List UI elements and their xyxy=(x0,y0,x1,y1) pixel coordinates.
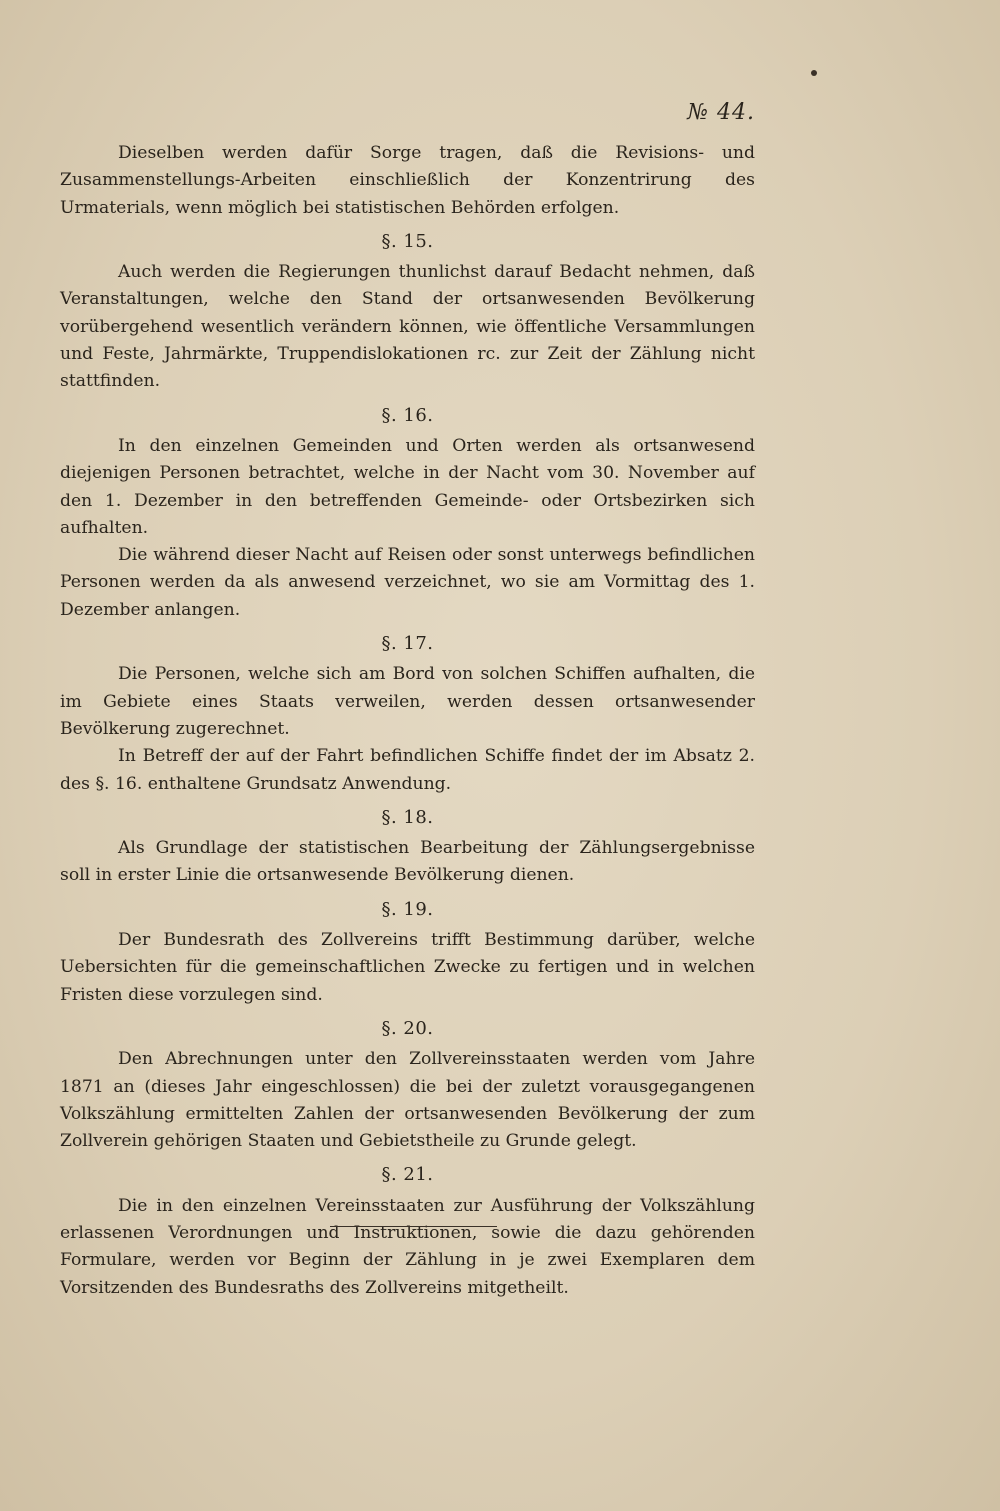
paragraph: Die Personen, welche sich am Bord von solchen Schiffen aufhalten, die im Gebiete eines Staats verweilen, werden dessen ortsanwesender Bevölkerung zugerechnet. xyxy=(60,664,755,739)
paragraph: Den Abrechnungen unter den Zollvereinsstaaten werden vom Jahre 1871 an (dieses Jahr eingeschlossen) die bei der zuletzt vorausgegangenen Volkszählung ermittelten Zahlen der ortsanwesenden Bevölkerung der zum Zollverein gehörigen Staaten und Gebietstheile zu Grunde gelegt. xyxy=(60,1049,755,1152)
section-heading: §. 17. xyxy=(381,633,434,655)
ink-speck xyxy=(811,70,817,76)
paragraph: In Betreff der auf der Fahrt befindlichen Schiffe findet der im Absatz 2. des §. 16. enthaltene Grundsatz Anwendung. xyxy=(60,746,755,794)
closing-rule xyxy=(330,1226,497,1227)
paragraph: Der Bundesrath des Zollvereins trifft Bestimmung darüber, welche Uebersichten für die gemeinschaftlichen Zwecke zu fertigen und in welchen Fristen diese vorzulegen sind. xyxy=(60,930,755,1005)
paragraph: Die während dieser Nacht auf Reisen oder sonst unterwegs befindlichen Personen werden da als anwesend verzeichnet, wo sie am Vormittag des 1. Dezember anlangen. xyxy=(60,545,755,620)
section-heading: §. 21. xyxy=(381,1164,434,1186)
paragraph: Auch werden die Regierungen thunlichst darauf Bedacht nehmen, daß Veranstaltungen, welche den Stand der ortsanwesenden Bevölkerung vorübergehend wesentlich verändern können, wie öffentliche Versammlungen und Feste, Jahrmärkte, Truppendislokationen rc. zur Zeit der Zählung nicht stattfinden. xyxy=(60,262,755,392)
section-heading: §. 18. xyxy=(381,806,434,828)
paragraph: Als Grundlage der statistischen Bearbeitung der Zählungsergebnisse soll in erster Linie die ortsanwesende Bevölkerung dienen. xyxy=(60,838,755,886)
paragraph: In den einzelnen Gemeinden und Orten werden als ortsanwesend diejenigen Personen betrachtet, welche in der Nacht vom 30. November auf den 1. Dezember in den betreffenden Gemeinde- oder Ortsbezirken sich aufhalten. xyxy=(60,435,755,538)
page-number: № 44. xyxy=(687,100,755,125)
document-body xyxy=(60,140,755,1302)
section-heading: §. 20. xyxy=(381,1017,434,1039)
section-heading: §. 15. xyxy=(381,230,434,252)
paragraph: Die in den einzelnen Vereinsstaaten zur Ausführung der Volkszählung erlassenen Verordnungen und Instruktionen, sowie die dazu gehörenden Formulare, werden vor Beginn der Zählung in je zwei Exemplaren dem Vorsitzenden des Bundesraths des Zollvereins mitgetheilt. xyxy=(60,1195,755,1298)
paragraph: Dieselben werden dafür Sorge tragen, daß die Revisions- und Zusammenstellungs-Arbeiten einschließlich der Konzentrirung des Urmaterials, wenn möglich bei statistischen Behörden erfolgen. xyxy=(60,143,755,218)
section-heading: §. 16. xyxy=(381,404,434,426)
section-heading: §. 19. xyxy=(381,898,434,920)
